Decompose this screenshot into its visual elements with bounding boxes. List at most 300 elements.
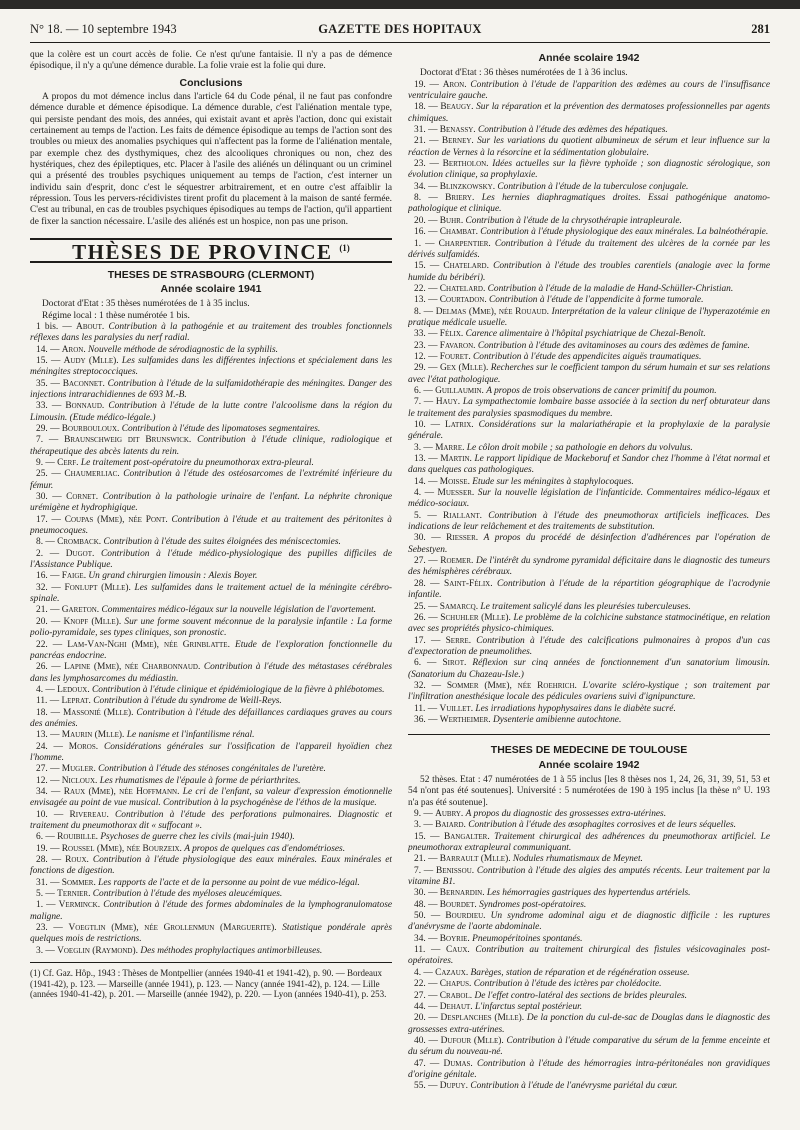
thesis-author: Guillaumin. bbox=[435, 385, 484, 396]
thesis-number: 21. — bbox=[414, 854, 438, 865]
thesis-author: Buhr. bbox=[439, 215, 464, 226]
thesis-author: Voegtlin (Mme), née Grollenmun (Marguerite). bbox=[68, 923, 277, 934]
thesis-entry bbox=[408, 193, 770, 216]
thesis-number: 29. — bbox=[414, 363, 438, 374]
thesis-title: A propos de trois observations de cancer primitif du poumon. bbox=[486, 385, 717, 396]
thesis-entry bbox=[408, 386, 770, 397]
thesis-entry bbox=[30, 605, 392, 616]
thesis-entry bbox=[408, 715, 770, 726]
province-title: THÈSES DE PROVINCE bbox=[72, 240, 333, 265]
thesis-author: Briery. bbox=[445, 193, 475, 204]
thesis-number: 4. — bbox=[36, 684, 55, 695]
toulouse-thesis-list bbox=[408, 809, 770, 1093]
thesis-entry bbox=[408, 488, 770, 511]
page-number: 281 bbox=[751, 22, 770, 36]
thesis-number: 5. — bbox=[36, 889, 55, 900]
thesis-entry bbox=[30, 583, 392, 606]
thesis-title: Interprétation de la valeur clinique de l'hyperazotémie en pratique médicale usuelle. bbox=[408, 306, 770, 328]
thesis-number: 6. — bbox=[414, 385, 433, 396]
thesis-author: Caux. bbox=[445, 945, 470, 956]
thesis-title: Contribution à l'étude des ostéosarcomes de l'extrémité inférieure du fémur. bbox=[30, 469, 392, 491]
thesis-number: 12. — bbox=[36, 775, 60, 786]
thesis-title: Le cri de l'enfant, sa valeur d'expression émotionnelle envisagée au point de vue musical. Contribution à la psychogénèse de l'éthos de la musique. bbox=[30, 786, 392, 809]
thesis-title: Sur la nouvelle législation de l'infanticide. Commentaires médico-légaux et médico-sociaux. bbox=[408, 488, 770, 510]
thesis-title: Contribution à l'étude des appendicites aiguës traumatiques. bbox=[473, 351, 702, 362]
thesis-entry bbox=[30, 492, 392, 515]
thesis-number: 10. — bbox=[36, 809, 64, 820]
thesis-entry bbox=[408, 397, 770, 420]
thesis-number: 40. — bbox=[414, 1035, 438, 1046]
thesis-title: A propos du diagnostic des grossesses extra-utérines. bbox=[465, 809, 667, 819]
thesis-number: 15. — bbox=[36, 355, 61, 366]
thesis-entry bbox=[408, 307, 770, 330]
thesis-title: Contribution à l'étude de la répartition géographique de l'acrodynie infantile. bbox=[408, 578, 770, 601]
thesis-number: 20. — bbox=[414, 1013, 438, 1024]
thesis-title: Le traitement salicylé dans les pleurésies tuberculeuses. bbox=[480, 601, 691, 612]
thesis-entry bbox=[30, 356, 392, 379]
thesis-number: 44. — bbox=[414, 1001, 438, 1012]
thesis-number: 34. — bbox=[414, 181, 438, 192]
thesis-entry bbox=[408, 832, 770, 855]
thesis-entry bbox=[30, 844, 392, 855]
thesis-author: Courtadon. bbox=[439, 295, 487, 306]
thesis-title: Les irradiations hypophysaires dans le diabète sucré. bbox=[475, 703, 676, 714]
thesis-title: Les hernies diaphragmatiques droites. Essai pathogénique anatomo-pathologique et clinique. bbox=[408, 193, 770, 215]
thesis-title: Statistique pondérale après quelques mois de restrictions. bbox=[30, 923, 392, 945]
thesis-author: Barrault (Mlle). bbox=[439, 854, 511, 865]
thesis-author: Gex (Mlle). bbox=[440, 363, 489, 374]
thesis-entry bbox=[408, 681, 770, 704]
thesis-entry bbox=[408, 602, 770, 613]
thesis-author: Mugler. bbox=[61, 764, 96, 775]
thesis-entry bbox=[408, 125, 770, 136]
thesis-number: 21. — bbox=[36, 605, 60, 616]
thesis-entry bbox=[30, 923, 392, 946]
thesis-entry bbox=[408, 329, 770, 340]
strasbourg-1942-count: Doctorat d'Etat : 36 thèses numérotées de 1 à 36 inclus. bbox=[420, 68, 628, 79]
thesis-author: Coupas (Mme), née Pont. bbox=[64, 514, 168, 525]
thesis-title: Sur une forme souvent méconnue de la paralysie infantile : La forme polio-pyramidale, ses types cliniques, son pronostic. bbox=[30, 616, 392, 639]
thesis-title: Contribution à l'étude des algies des amputés récents. Leur traitement par la vitamine B1. bbox=[408, 865, 770, 888]
thesis-title: Syndromes post-opératoires. bbox=[479, 899, 587, 910]
thesis-title: Contribution à l'étude de la lutte contre l'alcoolisme dans la région du Limousin. (Etude médico-légale.) bbox=[30, 401, 392, 423]
thesis-author: Schuhler (Mlle). bbox=[440, 612, 511, 623]
thesis-entry bbox=[408, 420, 770, 443]
thesis-entry bbox=[30, 345, 392, 356]
thesis-author: Benassy. bbox=[439, 125, 476, 136]
thesis-entry bbox=[408, 991, 770, 1002]
thesis-entry bbox=[408, 704, 770, 715]
thesis-number: 32. — bbox=[36, 582, 61, 593]
thesis-number: 30. — bbox=[36, 492, 62, 503]
thesis-author: Bourdet. bbox=[439, 899, 477, 910]
thesis-title: Le problème de la colchicine substance statmocinétique, en relation avec ses propriétés physico-chimiques. bbox=[408, 612, 770, 635]
thesis-number: 26. — bbox=[414, 612, 438, 623]
thesis-author: Bourbouloux. bbox=[61, 423, 120, 434]
province-heading bbox=[30, 238, 392, 265]
thesis-author: Faige. bbox=[61, 571, 87, 582]
thesis-title: Un grand chirurgien limousin : Alexis Boyer. bbox=[88, 571, 258, 582]
thesis-number: 2. — bbox=[36, 548, 60, 559]
thesis-author: Bertholon. bbox=[442, 159, 489, 170]
thesis-author: Saint-Félix. bbox=[444, 578, 493, 589]
thesis-number: 14. — bbox=[414, 476, 438, 487]
thesis-author: Martin. bbox=[440, 454, 472, 465]
thesis-number: 33. — bbox=[36, 401, 62, 412]
thesis-title: Contribution à l'étude des avitaminoses au cours des œdèmes de famine. bbox=[477, 340, 750, 351]
thesis-title: L'ovarite scléro-kystique ; son traitement par l'infiltration anesthésique locale des pédicules ovariens suivi d'ignipuncture. bbox=[408, 680, 770, 703]
thesis-entry bbox=[30, 537, 392, 548]
thesis-entry bbox=[408, 911, 770, 934]
thesis-title: Contribution à l'étude physiologique des eaux minérales. La balnéothérapie. bbox=[480, 227, 769, 238]
journal-title: GAZETTE DES HOPITAUX bbox=[318, 22, 482, 36]
thesis-number: 3. — bbox=[36, 945, 55, 956]
thesis-entry bbox=[408, 533, 770, 556]
thesis-number: 15. — bbox=[414, 831, 440, 842]
thesis-entry bbox=[408, 182, 770, 193]
conclusions-heading: Conclusions bbox=[179, 76, 243, 89]
thesis-title: De la ponction du cul-de-sac de Douglas dans le diagnostic des grossesses extra-utérines. bbox=[408, 1013, 770, 1035]
thesis-number: 50. — bbox=[414, 911, 441, 922]
thesis-entry bbox=[408, 866, 770, 889]
thesis-entry bbox=[408, 454, 770, 477]
thesis-number: 4. — bbox=[414, 967, 433, 978]
thesis-author: Wertheimer. bbox=[439, 714, 491, 725]
thesis-author: Sommer. bbox=[61, 877, 96, 888]
thesis-number: 1. — bbox=[36, 900, 56, 911]
thesis-entry bbox=[408, 945, 770, 968]
thesis-number: 9. — bbox=[414, 809, 433, 819]
thesis-number: 9. — bbox=[36, 458, 55, 468]
thesis-number: 31. — bbox=[36, 877, 60, 888]
thesis-author: Latrix. bbox=[444, 420, 474, 430]
thesis-number: 55. — bbox=[414, 1081, 438, 1092]
thesis-title: Contribution à l'étude médico-physiologique des pupilles difficiles de l'Assistance Publique. bbox=[30, 548, 392, 571]
thesis-entry bbox=[408, 658, 770, 681]
thesis-author: About. bbox=[76, 321, 105, 332]
thesis-title: Barèges, station de réparation et de régénération osseuse. bbox=[470, 967, 690, 978]
thesis-entry bbox=[30, 549, 392, 572]
thesis-title: Recherches sur le coefficient tampon du sérum humain et sur ses relations avec l'état pathologique. bbox=[408, 363, 770, 385]
thesis-title: De l'intérêt du syndrome pyramidal déficitaire dans le diagnostic des tumeurs des hémisphères cérébraux. bbox=[408, 556, 770, 578]
thesis-number: 32. — bbox=[414, 680, 441, 691]
thesis-author: Moisse. bbox=[439, 476, 470, 487]
thesis-number: 25. — bbox=[36, 469, 61, 480]
thesis-number: 30. — bbox=[414, 533, 441, 544]
thesis-number: 15. — bbox=[414, 261, 440, 272]
thesis-author: Riesser. bbox=[446, 533, 479, 544]
thesis-title: Le traitement post-opératoire du pneumothorax extra-pleural. bbox=[80, 458, 314, 468]
thesis-entry bbox=[408, 477, 770, 488]
thesis-author: Blinzkowsky. bbox=[439, 181, 496, 192]
thesis-title: Des méthodes prophylactiques antimorbilleuses. bbox=[140, 945, 323, 956]
thesis-author: Vuillet. bbox=[439, 703, 474, 714]
thesis-author: Félix. bbox=[439, 329, 464, 340]
toulouse-heading: THESES DE MEDECINE DE TOULOUSE bbox=[490, 744, 688, 757]
thesis-title: Contribution à l'étude des lipomatoses segmentaires. bbox=[121, 423, 321, 434]
thesis-author: Baiard. bbox=[435, 820, 466, 831]
thesis-title: Contribution à l'étude comparative du sérum de la femme enceinte et du sérum du nouveau-né. bbox=[408, 1035, 770, 1058]
thesis-author: Bonnaud. bbox=[65, 401, 105, 412]
strasbourg-year-1942: Année scolaire 1942 bbox=[538, 52, 640, 64]
thesis-number: 28. — bbox=[36, 855, 62, 866]
thesis-author: Knopf (Mlle). bbox=[63, 616, 122, 627]
thesis-number: 20. — bbox=[414, 215, 438, 226]
thesis-title: Contribution à l'étude des métastases cérébrales dans les lymphosarcomes du médiastin. bbox=[30, 662, 392, 684]
thesis-title: Contribution à la pathogénie et au traitement des troubles fonctionnels réflexes dans les paralysies du nerf radial. bbox=[30, 321, 392, 344]
thesis-number: 19. — bbox=[414, 79, 439, 90]
thesis-title: Contribution à l'étude des pneumothorax artificiels inefficaces. Des indications de leur relâchement et des traitements de substitution. bbox=[408, 510, 770, 533]
thesis-author: Benissou. bbox=[435, 865, 475, 876]
thesis-number: 13. — bbox=[414, 454, 438, 465]
thesis-title: Contribution à l'étude des sténoses congénitales de l'uretère. bbox=[98, 764, 326, 775]
thesis-title: Contribution à l'étude de l'appendicite à forme tumorale. bbox=[489, 295, 704, 306]
thesis-entry bbox=[30, 435, 392, 458]
thesis-author: Bourdieu. bbox=[445, 911, 486, 922]
thesis-number: 47. — bbox=[414, 1058, 440, 1069]
thesis-author: Dufour (Mlle). bbox=[440, 1035, 504, 1046]
thesis-title: Contribution à l'étude du syndrome de Weill-Reys. bbox=[93, 696, 282, 707]
strasbourg-regime: Régime local : 1 thèse numérotée 1 bis. bbox=[42, 310, 190, 321]
thesis-author: Raux (Mme), née Hoffmann. bbox=[63, 786, 180, 797]
thesis-title: Contribution à l'étude de l'apparition des œdèmes au cours de l'insuffisance ventriculaire gauche. bbox=[408, 79, 770, 102]
thesis-number: 16. — bbox=[414, 227, 438, 238]
thesis-number: 8. — bbox=[36, 537, 55, 548]
thesis-number: 36. — bbox=[414, 714, 438, 725]
page-header bbox=[30, 22, 770, 40]
thesis-number: 22. — bbox=[414, 979, 438, 990]
thesis-entry bbox=[408, 363, 770, 386]
thesis-number: 13. — bbox=[36, 730, 60, 741]
thesis-title: Carence alimentaire à l'hôpital psychiatrique de Chezal-Benoît. bbox=[465, 329, 706, 340]
strasbourg-year: Année scolaire 1941 bbox=[160, 282, 262, 295]
thesis-entry bbox=[30, 662, 392, 685]
thesis-entry bbox=[30, 571, 392, 582]
thesis-entry bbox=[408, 854, 770, 865]
thesis-title: Contribution à l'étude de la chrysothérapie intrapleurale. bbox=[465, 215, 682, 226]
thesis-number: 26. — bbox=[36, 662, 61, 673]
thesis-title: Dysenterie amibienne autochtone. bbox=[492, 714, 622, 725]
thesis-entry bbox=[30, 900, 392, 923]
thesis-author: Nicloux. bbox=[61, 775, 98, 786]
thesis-number: 22. — bbox=[36, 639, 63, 650]
thesis-author: Ternier. bbox=[57, 889, 91, 900]
thesis-title: Un syndrome adominal aigu et de diagnostic difficile : les ruptures d'anévrysme de l'aorte abdominale. bbox=[408, 911, 770, 933]
thesis-author: Fonlupt (Mlle). bbox=[64, 582, 131, 593]
thesis-title: A propos du procédé de désinfection d'adhérences par l'opération de Sebestyen. bbox=[408, 533, 770, 555]
thesis-entry bbox=[408, 216, 770, 227]
thesis-author: Aron. bbox=[442, 79, 467, 90]
intro-paragraph: que la colère est un court accès de folie. Ce n'est qu'une fantaisie. Il n'y a pas de démence épisodique, il n'y a qu'une démence durable. La folie vraie est la folie qui dure. bbox=[30, 50, 392, 72]
thesis-entry bbox=[30, 458, 392, 469]
thesis-number: 5. — bbox=[414, 510, 437, 521]
thesis-number: 6. — bbox=[414, 658, 437, 669]
thesis-number: 23. — bbox=[414, 159, 439, 170]
thesis-entry bbox=[408, 579, 770, 602]
thesis-title: Le rapport lipidique de Mackeboruf et Sandor chez l'homme à l'état normal et dans quelques cas pathologiques. bbox=[408, 454, 770, 476]
thesis-title: Contribution à l'étude du traitement des ulcères de la cornée par les dérivés sulfamidés. bbox=[408, 238, 770, 260]
thesis-number: 17. — bbox=[36, 514, 61, 525]
thesis-author: Aubry. bbox=[435, 809, 464, 819]
thesis-author: Cornet. bbox=[66, 492, 99, 503]
thesis-number: 7. — bbox=[414, 397, 434, 408]
thesis-entry bbox=[30, 832, 392, 843]
thesis-title: Contribution à l'étude des défaillances cardiaques graves au cours des anémies. bbox=[30, 707, 392, 729]
thesis-number: 7. — bbox=[414, 865, 434, 876]
thesis-number: 3. — bbox=[414, 820, 433, 831]
thesis-author: Dugot. bbox=[65, 548, 95, 559]
thesis-entry bbox=[408, 136, 770, 159]
thesis-author: Gareton. bbox=[61, 605, 100, 616]
thesis-entry bbox=[30, 810, 392, 833]
thesis-number: 30. — bbox=[414, 888, 438, 899]
thesis-number: 17. — bbox=[414, 635, 441, 646]
header-rule bbox=[30, 42, 770, 43]
thesis-author: Verminck. bbox=[58, 900, 101, 911]
thesis-entry bbox=[408, 613, 770, 636]
thesis-author: Roemer. bbox=[440, 556, 474, 567]
thesis-entry bbox=[30, 730, 392, 741]
thesis-entry bbox=[408, 295, 770, 306]
thesis-entry bbox=[408, 261, 770, 284]
strasbourg-count: Doctorat d'Etat : 35 thèses numérotées de 1 à 35 inclus. bbox=[42, 299, 250, 310]
thesis-number: 48. — bbox=[414, 899, 438, 910]
thesis-author: Dupuy. bbox=[439, 1081, 468, 1092]
thesis-author: Hauy. bbox=[435, 397, 461, 408]
thesis-author: Dumas. bbox=[443, 1058, 473, 1069]
thesis-author: Boyrie. bbox=[439, 933, 470, 944]
footnote: (1) Cf. Gaz. Hôp., 1943 : Thèses de Montpellier (années 1940-41 et 1941-42), p. 90. — Bordeaux (1941-42), p. 123. — Marseille (année 1941), p. 123. — Nancy (année 1941-42), p. 124. — Lille (années 1940-41-42), p. 201. — Marseille (année 1942), p. 220. — Lyon (années 1940-41), p. 253. bbox=[30, 962, 392, 1000]
thesis-number: 21. — bbox=[414, 136, 439, 147]
thesis-entry bbox=[408, 284, 770, 295]
thesis-author: Chapus. bbox=[439, 979, 472, 990]
thesis-author: Desplanches (Mlle). bbox=[440, 1013, 525, 1024]
thesis-author: Bernardin. bbox=[439, 888, 485, 899]
thesis-number: 16. — bbox=[36, 571, 60, 582]
thesis-title: Pneumopéritoines spontanés. bbox=[472, 933, 583, 944]
thesis-title: Contribution au traitement chirurgical des fistules vésicovaginales post-opératoires. bbox=[408, 945, 770, 967]
thesis-author: Sirot. bbox=[442, 658, 467, 669]
thesis-entry bbox=[408, 1013, 770, 1036]
thesis-entry bbox=[408, 968, 770, 979]
thesis-entry bbox=[30, 787, 392, 810]
thesis-title: Contribution à l'étude des myéloses aleucémiques. bbox=[92, 889, 283, 900]
thesis-title: Contribution à l'étude de l'anévrysme pariétal du cœur. bbox=[470, 1081, 678, 1092]
thesis-title: Nodules rhumatismaux de Meynet. bbox=[512, 854, 643, 865]
thesis-title: A propos de quelques cas d'endométrioses. bbox=[184, 843, 346, 854]
thesis-number: 11. — bbox=[414, 703, 438, 714]
thesis-entry bbox=[408, 900, 770, 911]
thesis-number: 28. — bbox=[414, 578, 440, 589]
thesis-entry bbox=[30, 708, 392, 731]
thesis-author: Muesser. bbox=[437, 488, 475, 499]
thesis-author: Serre. bbox=[445, 635, 472, 646]
thesis-author: Berney. bbox=[441, 136, 474, 147]
thesis-title: Contribution à l'étude des œdèmes des hépatiques. bbox=[477, 125, 668, 136]
thesis-title: Contribution à l'étude des œsophagites corrosives et de leurs séquelles. bbox=[468, 820, 736, 831]
thesis-author: Cazaux. bbox=[435, 967, 469, 978]
thesis-title: Contribution à l'étude clinique, radiologique et thérapeutique des abcès latents du rein. bbox=[30, 435, 392, 457]
thesis-number: 31. — bbox=[414, 125, 438, 136]
thesis-entry bbox=[30, 617, 392, 640]
thesis-number: 24. — bbox=[36, 741, 63, 752]
thesis-title: Traitement chirurgical des adhérences du pneumothorax artificiel. Le pneumothorax extrapleural communiquant. bbox=[408, 831, 770, 854]
strasbourg-thesis-list bbox=[30, 322, 392, 957]
thesis-title: Les rapports de l'acte et de la personne au point de vue médico-légal. bbox=[98, 877, 360, 888]
thesis-title: Nouvelle méthode de sérodiagnostic de la syphilis. bbox=[88, 344, 279, 355]
thesis-number: 23. — bbox=[414, 340, 438, 351]
thesis-author: Cromback. bbox=[57, 537, 102, 548]
thesis-title: La sympathectomie lombaire basse associée à la section du nerf obturateur dans le traitement des paralysies spasmodiques du membre. bbox=[408, 397, 770, 419]
thesis-author: Rivereau. bbox=[69, 809, 109, 820]
thesis-number: 23. — bbox=[36, 923, 63, 934]
thesis-entry bbox=[408, 820, 770, 831]
thesis-title: Les sulfamides dans le traitement actuel de la méningite cérébro-spinale. bbox=[30, 582, 392, 605]
thesis-number: 25. — bbox=[414, 601, 438, 612]
thesis-entry bbox=[30, 878, 392, 889]
thesis-number: 4. — bbox=[414, 488, 434, 499]
thesis-title: Contribution à l'étude de la maladie de Hand-Schüller-Christian. bbox=[487, 283, 734, 294]
conclusions-paragraph: A propos du mot démence inclus dans l'article 64 du Code pénal, il ne faut pas confondre démence durable et démence épisodique. La démence durable, c'est l'aliénation mentale type, qui persiste pendant des mois, des années, qui existait avant et après l'action, donc qui existait certainement au temps de l'action. Les faits de démence épisodique au temps de l'action sont des troubles ou mieux des anomalies psychiques qui n'affectent pas la forme de l'aliénation mentale, par exemple chez des dysthymiques, chez des alcooliques chroniques ou non, chez des hystériques, chez des épileptiques, etc. Placer à l'asile des aliénés un délinquant ou un criminel qui a présenté des troubles psychiques uniquement au temps de l'action, c'est interner un individu sain d'esprit, donc c'est le séquestrer arbitrairement, et en outre c'est affaiblir la répression. Tous les pervers-récidivistes tirent profit du placement à la maison de santé fermée. C'est au tribunal, en cas de troubles psychiques épisodiques au temps de l'action, qu'il appartient de fixer la sanction nécessaire. L'asile des aliénés est un hospice, non pas une prison. bbox=[30, 92, 392, 227]
thesis-author: Chambat. bbox=[439, 227, 478, 238]
thesis-author: Marre. bbox=[435, 442, 465, 453]
thesis-author: Crabol. bbox=[439, 990, 473, 1001]
thesis-entry bbox=[30, 424, 392, 435]
thesis-entry bbox=[408, 443, 770, 454]
thesis-entry bbox=[30, 322, 392, 345]
thesis-title: Contribution à l'étude des formes abdominales de la lymphogranulomatose maligne. bbox=[30, 900, 392, 922]
thesis-number: 8. — bbox=[414, 306, 434, 317]
thesis-title: Le côlon droit mobile ; sa pathologie en dehors du volvulus. bbox=[466, 442, 693, 453]
thesis-author: Roussel (Mme), née Bourzeix. bbox=[61, 843, 182, 854]
thesis-title: Contribution à l'étude et au traitement des péritonites à pneumocoques. bbox=[30, 514, 392, 537]
thesis-title: Contribution à l'étude des perforations pulmonaires. Diagnostic et traitement du pneumothorax dit « suffocant ». bbox=[30, 809, 392, 831]
thesis-entry bbox=[30, 855, 392, 878]
thesis-title: Les hémorragies gastriques des hypertendus artériels. bbox=[486, 888, 691, 899]
strasbourg-heading: THESES DE STRASBOURG (CLERMONT) bbox=[107, 268, 315, 281]
thesis-entry bbox=[408, 511, 770, 534]
thesis-title: Psychoses de guerre chez les civils (mai-juin 1940). bbox=[100, 832, 295, 843]
thesis-author: Massonié (Mlle). bbox=[62, 707, 134, 718]
thesis-title: Les sulfamides dans les différentes infections et spécialement dans les méningites streptococciques. bbox=[30, 355, 392, 378]
thesis-number: 27. — bbox=[414, 990, 438, 1001]
thesis-title: Sur la réparation et la prévention des dermatoses professionnelles par agents chimiques. bbox=[408, 102, 770, 124]
thesis-entry bbox=[408, 1059, 770, 1082]
thesis-entry bbox=[30, 685, 392, 696]
thesis-title: Contribution à l'étude des troubles carentiels (analogie avec la forme humide du béribéri). bbox=[408, 261, 770, 283]
issue-number: N° 18. — 10 septembre 1943 bbox=[30, 22, 177, 36]
thesis-author: Lam-Van-Nghi (Mme), née Grinblatte. bbox=[67, 639, 230, 650]
thesis-author: Chaumerliac. bbox=[64, 469, 120, 480]
thesis-author: Audy (Mlle). bbox=[63, 355, 119, 366]
thesis-title: Idées actuelles sur la fièvre typhoïde ; son diagnostic sérologique, son évolution clinique, sa prophylaxie. bbox=[408, 159, 770, 181]
thesis-author: Cerf. bbox=[57, 458, 79, 468]
left-column bbox=[30, 50, 392, 1120]
thesis-number: 27. — bbox=[36, 764, 60, 775]
thesis-number: 27. — bbox=[414, 556, 438, 567]
thesis-entry bbox=[30, 640, 392, 663]
thesis-title: Contribution à l'étude des ictères par cholédocite. bbox=[473, 979, 662, 990]
thesis-entry bbox=[408, 556, 770, 579]
thesis-author: Voeglin (Raymond). bbox=[57, 945, 138, 956]
thesis-author: Delmas (Mme), née Rouaud. bbox=[435, 306, 550, 317]
thesis-entry bbox=[408, 1081, 770, 1092]
thesis-number: 35. — bbox=[36, 378, 60, 389]
thesis-author: Roux. bbox=[65, 855, 89, 866]
thesis-number: 1 bis. — bbox=[36, 321, 72, 332]
thesis-entry bbox=[408, 341, 770, 352]
thesis-title: Etude de l'exploration fonctionnelle du pancréas endocrine. bbox=[30, 639, 392, 661]
